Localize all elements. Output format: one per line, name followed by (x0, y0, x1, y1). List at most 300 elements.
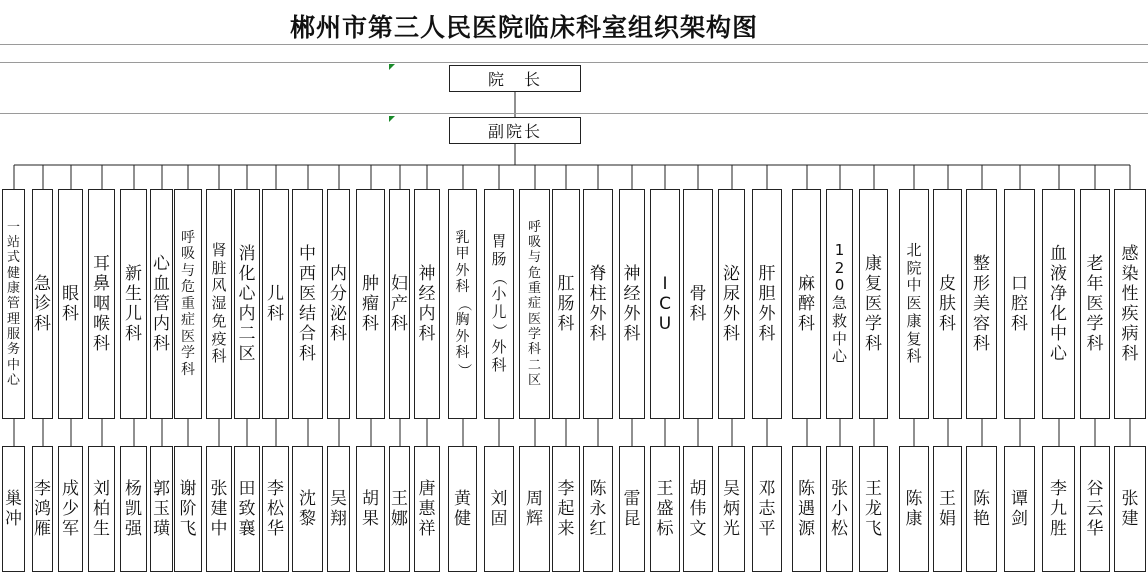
department-char: 北 (906, 241, 922, 260)
department-head-box (356, 446, 385, 572)
head-name-char: 九 (1050, 498, 1067, 519)
department-char: 中 (831, 329, 847, 348)
department-box (752, 189, 782, 419)
department-char: 乳 (455, 229, 470, 246)
department-box (448, 189, 477, 419)
head-name-char: 邓 (758, 478, 776, 499)
department-char: 染 (1121, 263, 1139, 284)
department-char: 心 (6, 372, 20, 388)
department-char: 病 (1121, 324, 1139, 345)
head-name-char: 强 (125, 519, 142, 540)
department-head-box (1080, 446, 1110, 572)
department-head-box (206, 446, 232, 572)
head-name-char: 雁 (34, 519, 51, 540)
department-char: 柱 (589, 283, 607, 304)
department-char: 科 (1086, 334, 1104, 355)
head-name-char: 陈 (589, 478, 607, 499)
department-char: 小 (491, 285, 507, 304)
department-head-box (88, 446, 115, 572)
department-char: 吸 (527, 235, 541, 251)
head-name-char: 胡 (689, 478, 707, 499)
department-char: 重 (181, 295, 195, 312)
department-head-box (1004, 446, 1035, 572)
head-name-char: 志 (758, 498, 776, 519)
department-char: 科 (689, 304, 707, 324)
department-char: 新 (125, 263, 142, 284)
department-char: 形 (973, 273, 990, 294)
head-name-char: 飞 (865, 519, 882, 540)
head-name-char: 剑 (1011, 509, 1028, 529)
department-char: 科 (865, 334, 882, 355)
head-name-char: 少 (62, 498, 79, 519)
department-head-box (519, 446, 550, 572)
department-char: 心 (153, 253, 170, 274)
head-name-char: 云 (1086, 498, 1104, 519)
department-char: 科 (623, 324, 641, 345)
head-name-char: 黄 (454, 488, 471, 509)
department-char: 肛 (557, 273, 575, 294)
department-head-box (327, 446, 350, 572)
department-char: 服 (6, 326, 20, 342)
department-char: 胸 (455, 312, 470, 329)
department-char: 科 (362, 314, 379, 335)
head-name-char: 吴 (330, 488, 347, 509)
department-char: 症 (181, 312, 195, 329)
department-box (58, 189, 83, 419)
department-char: 康 (865, 253, 882, 274)
department-char: 科 (973, 334, 990, 355)
department-char: 分 (330, 283, 347, 304)
head-name-char: 翔 (330, 509, 347, 529)
department-box (683, 189, 713, 419)
department-char: 容 (973, 314, 990, 335)
head-name-char: 柏 (93, 498, 110, 519)
head-name-char: 吴 (723, 478, 740, 499)
department-char: 神 (623, 263, 641, 284)
department-head-box (484, 446, 514, 572)
head-name-char: 王 (656, 478, 674, 499)
head-name-char: 军 (62, 519, 79, 540)
department-char: 尿 (723, 283, 740, 304)
head-name-char: 成 (62, 478, 79, 499)
department-head-box (552, 446, 580, 572)
head-name-char: 郭 (153, 478, 170, 499)
department-box (1004, 189, 1035, 419)
head-name-char: 刘 (490, 488, 508, 509)
department-char: 心 (831, 347, 847, 366)
department-char: 医 (299, 283, 316, 304)
department-char: 科 (758, 324, 776, 345)
head-name-char: 龙 (865, 498, 882, 519)
head-name-char: 陈 (905, 488, 923, 509)
head-name-char: 中 (210, 519, 228, 540)
department-char: ） (490, 323, 509, 339)
department-char: 医 (181, 328, 195, 345)
gridline (0, 44, 1148, 45)
head-name-char: 张 (1121, 488, 1139, 509)
department-head-box (583, 446, 613, 572)
department-char: 科 (455, 279, 470, 296)
head-name-char: 伟 (689, 498, 707, 519)
head-name-char: 遇 (798, 498, 815, 519)
department-char: 儿 (267, 283, 284, 304)
department-head-box (792, 446, 821, 572)
department-char: 儿 (491, 303, 507, 321)
head-name-char: 凯 (125, 498, 142, 519)
head-name-char: 璜 (153, 519, 170, 540)
head-name-char: 王 (939, 488, 956, 509)
head-name-char: 果 (362, 509, 379, 529)
department-char: 美 (973, 293, 990, 314)
department-char: 科 (798, 314, 815, 335)
head-name-char: 松 (831, 519, 848, 540)
department-char: 麻 (798, 273, 815, 294)
department-char: 科 (125, 324, 142, 345)
head-name-char: 胜 (1050, 519, 1067, 540)
department-char: 瘤 (362, 293, 379, 314)
head-name-char: 谭 (1011, 488, 1028, 509)
department-box (966, 189, 997, 419)
department-char: 0 (834, 276, 845, 295)
department-head-box (752, 446, 782, 572)
department-char: 合 (299, 324, 316, 345)
department-char: 胃 (491, 232, 507, 251)
department-char: 化 (1050, 304, 1067, 324)
head-name-char: 华 (267, 519, 284, 540)
department-char: 科 (153, 334, 170, 355)
head-name-char: 李 (267, 478, 284, 499)
department-char: （ (490, 269, 509, 285)
department-char: 与 (527, 250, 541, 266)
department-char: 净 (1050, 283, 1067, 304)
department-head-box (966, 446, 997, 572)
department-char: 急 (34, 273, 51, 294)
department-char: 科 (34, 314, 51, 335)
department-char: 重 (527, 281, 541, 296)
department-char: 科 (93, 334, 110, 355)
department-char: 科 (181, 361, 195, 378)
department-char: 科 (1121, 344, 1139, 365)
head-name-char: 炳 (723, 498, 740, 519)
department-char: 产 (391, 293, 408, 314)
department-char: 科 (906, 347, 922, 366)
department-head-box (650, 446, 680, 572)
department-char: 感 (1121, 243, 1139, 264)
head-name-char: 王 (391, 488, 408, 509)
department-head-box (292, 446, 323, 572)
department-char: 科 (1011, 314, 1028, 335)
department-char: ） (454, 363, 471, 378)
head-name-char: 玉 (153, 498, 170, 519)
department-char: 科 (211, 347, 227, 366)
head-name-char: 艳 (973, 509, 990, 529)
department-box (32, 189, 53, 419)
department-char: 外 (623, 304, 641, 324)
department-head-box (389, 446, 410, 572)
department-char: 与 (181, 262, 195, 279)
department-char: 康 (6, 281, 20, 296)
head-name-char: 固 (490, 509, 508, 529)
department-char: 理 (6, 311, 20, 327)
department-char: 院 (906, 258, 922, 277)
department-char: 中 (906, 276, 922, 295)
head-name-char: 冲 (5, 509, 22, 529)
department-box (414, 189, 440, 419)
head-name-char: 康 (905, 509, 923, 529)
department-char: 复 (906, 329, 922, 348)
head-name-char: 巢 (5, 488, 22, 509)
head-name-char: 建 (1121, 509, 1139, 529)
department-char: 科 (418, 324, 436, 345)
chart-title: 郴州市第三人民医院临床科室组织架构图 (289, 13, 758, 42)
department-char: 经 (623, 283, 641, 304)
department-box (150, 189, 173, 419)
department-char: 疾 (1121, 304, 1139, 324)
head-name-char: 阶 (179, 498, 197, 519)
department-box (234, 189, 260, 419)
department-char: 二 (238, 324, 256, 345)
department-char: 科 (267, 304, 284, 324)
department-char: 化 (238, 263, 256, 284)
department-head-box (262, 446, 289, 572)
department-char: 肠 (491, 249, 507, 268)
department-char: 中 (299, 243, 316, 264)
head-name-char: 谷 (1086, 478, 1104, 499)
head-name-char: 光 (723, 519, 740, 540)
department-char: 二 (527, 357, 541, 373)
head-name-char: 平 (758, 519, 776, 540)
department-char: 眼 (62, 283, 79, 304)
department-char: 整 (973, 253, 990, 274)
head-name-char: 黎 (299, 509, 316, 529)
department-char: 外 (589, 304, 607, 324)
department-char: 内 (330, 263, 347, 284)
head-name-char: 生 (93, 519, 110, 540)
department-char: 肿 (362, 273, 379, 294)
department-char: 学 (1086, 314, 1104, 335)
department-char: 式 (6, 250, 20, 266)
head-name-char: 华 (1086, 519, 1104, 540)
department-char: （ (454, 296, 471, 311)
head-name-char: 襄 (238, 519, 256, 540)
department-char: 内 (418, 304, 436, 324)
department-box (899, 189, 929, 419)
head-name-char: 昆 (623, 509, 641, 529)
department-char: 风 (211, 276, 227, 295)
department-char: 科 (62, 304, 79, 324)
department-char: 脊 (589, 263, 607, 284)
department-char: 外 (723, 304, 740, 324)
head-name-char: 李 (557, 478, 575, 499)
department-char: 喉 (93, 314, 110, 335)
department-char: 生 (125, 283, 142, 304)
department-box (826, 189, 853, 419)
department-char: 诊 (34, 293, 51, 314)
department-box (583, 189, 613, 419)
department-char: 外 (455, 262, 470, 279)
department-char: 口 (1011, 273, 1028, 294)
head-name-char: 沈 (299, 488, 316, 509)
department-box (292, 189, 323, 419)
department-char: 救 (831, 311, 847, 330)
department-box (1080, 189, 1110, 419)
department-head-box (1114, 446, 1146, 572)
department-box (933, 189, 962, 419)
head-name-char: 胡 (362, 488, 379, 509)
head-name-char: 飞 (179, 519, 197, 540)
department-char: I (662, 273, 668, 294)
department-char: 内 (153, 314, 170, 335)
department-char: 管 (6, 296, 20, 312)
department-box (792, 189, 821, 419)
department-char: C (659, 293, 671, 314)
department-char: 医 (865, 293, 882, 314)
department-char: 区 (238, 344, 256, 365)
department-box (718, 189, 745, 419)
department-char: 胆 (758, 283, 776, 304)
department-char: 危 (181, 279, 195, 296)
department-char: 心 (1050, 344, 1067, 365)
department-box (650, 189, 680, 419)
head-name-char: 标 (656, 519, 674, 540)
department-box (88, 189, 115, 419)
head-name-char: 文 (689, 519, 707, 540)
department-char: 咽 (93, 293, 110, 314)
department-char: 学 (865, 314, 882, 335)
department-head-box (859, 446, 888, 572)
department-char: 内 (238, 304, 256, 324)
department-char: 疫 (211, 329, 227, 348)
head-name-char: 永 (589, 498, 607, 519)
head-name-char: 雷 (623, 488, 641, 509)
head-name-char: 张 (210, 478, 228, 499)
head-name-char: 陈 (798, 478, 815, 499)
department-char: 肠 (557, 293, 575, 314)
head-name-char: 健 (454, 509, 471, 529)
department-head-box (2, 446, 25, 572)
department-head-box (718, 446, 745, 572)
department-head-box (58, 446, 83, 572)
department-char: 结 (299, 304, 316, 324)
department-char: 外 (455, 328, 470, 345)
department-box (206, 189, 232, 419)
head-name-char: 致 (238, 498, 256, 519)
department-char: 医 (906, 294, 922, 313)
department-char: 经 (418, 283, 436, 304)
department-char: 中 (1050, 324, 1067, 345)
department-char: 一 (6, 219, 20, 235)
head-name-char: 田 (238, 478, 256, 499)
head-name-char: 辉 (526, 509, 543, 529)
head-name-char: 盛 (656, 498, 674, 519)
department-head-box (899, 446, 929, 572)
department-char: 科 (589, 324, 607, 345)
head-name-char: 张 (831, 478, 848, 499)
department-char: 复 (865, 273, 882, 294)
department-char: 科 (391, 314, 408, 335)
head-name-char: 小 (831, 498, 848, 519)
department-char: 甲 (455, 246, 470, 263)
head-name-char: 李 (1050, 478, 1067, 499)
department-char: 儿 (125, 304, 142, 324)
department-box (120, 189, 147, 419)
department-char: 血 (153, 273, 170, 294)
department-head-box (683, 446, 713, 572)
department-char: 中 (6, 357, 20, 373)
department-char: 管 (153, 293, 170, 314)
department-char: 腔 (1011, 293, 1028, 314)
department-box (619, 189, 645, 419)
head-name-char: 祥 (418, 519, 436, 540)
department-char: 液 (1050, 263, 1067, 284)
department-char: 鼻 (93, 273, 110, 294)
department-char: 呼 (527, 219, 541, 235)
head-name-char: 谢 (179, 478, 197, 499)
department-char: 科 (455, 345, 470, 362)
department-box (2, 189, 25, 419)
director-box: 院 长 (449, 65, 581, 92)
department-char: 醉 (798, 293, 815, 314)
department-char: 急 (831, 294, 847, 313)
head-name-char: 惠 (418, 498, 436, 519)
department-box (262, 189, 289, 419)
department-char: 肤 (939, 293, 956, 314)
department-char: 肝 (758, 263, 776, 284)
department-char: 医 (1086, 293, 1104, 314)
department-char: 泌 (723, 263, 740, 284)
department-box (484, 189, 514, 419)
department-head-box (448, 446, 477, 572)
head-name-char: 刘 (93, 478, 110, 499)
department-char: 妇 (391, 273, 408, 294)
department-char: 科 (330, 324, 347, 345)
department-char: 科 (491, 356, 507, 375)
department-char: 肾 (211, 241, 227, 260)
head-name-char: 鸿 (34, 498, 51, 519)
department-char: 骨 (689, 283, 707, 304)
department-head-box (32, 446, 53, 572)
department-char: 症 (527, 296, 541, 312)
department-char: 科 (723, 324, 740, 345)
department-head-box (120, 446, 147, 572)
department-char: 康 (906, 311, 922, 330)
department-char: 心 (238, 283, 256, 304)
department-char: 免 (211, 311, 227, 330)
department-char: 神 (418, 263, 436, 284)
head-name-char: 王 (865, 478, 882, 499)
head-name-char: 周 (526, 488, 543, 509)
head-name-char: 红 (589, 519, 607, 540)
department-char: 性 (1121, 283, 1139, 304)
department-head-box (1042, 446, 1075, 572)
department-char: U (658, 314, 672, 335)
department-char: 危 (527, 265, 541, 281)
department-box (519, 189, 550, 419)
head-name-char: 娜 (391, 509, 408, 529)
department-char: 1 (834, 241, 845, 260)
department-char: 务 (6, 342, 20, 358)
comment-marker-icon (389, 116, 395, 122)
department-char: 消 (238, 243, 256, 264)
head-name-char: 陈 (973, 488, 990, 509)
department-char: 区 (527, 372, 541, 388)
department-char: 耳 (93, 253, 110, 274)
department-head-box (619, 446, 645, 572)
head-name-char: 娟 (939, 509, 956, 529)
head-name-char: 来 (557, 519, 575, 540)
department-head-box (174, 446, 202, 572)
head-name-char: 源 (798, 519, 815, 540)
